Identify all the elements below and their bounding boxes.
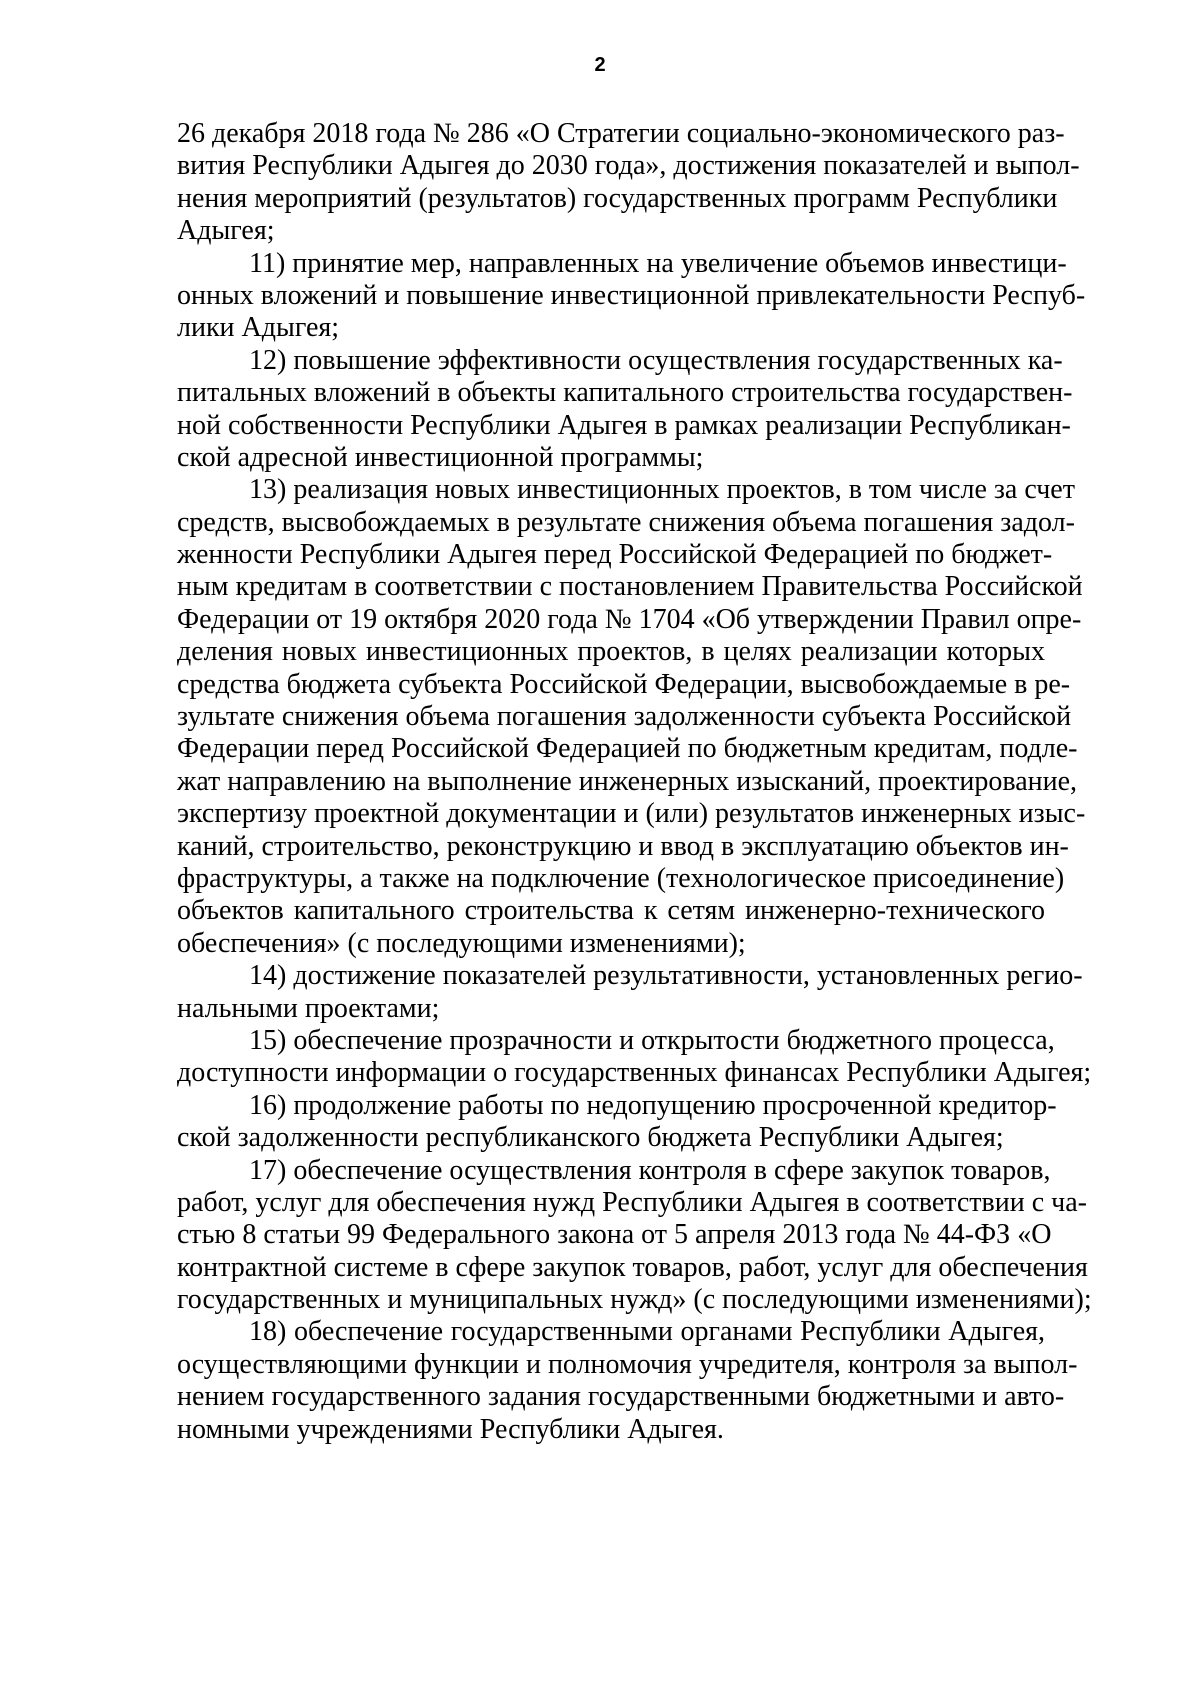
text-line: доступности информации о государственных финансах Республики Адыгея; bbox=[177, 1057, 1092, 1089]
text-line: фраструктуры, а также на подключение (технологическое присоединение) bbox=[177, 862, 1065, 894]
text-line: 17) обеспечение осуществления контроля в сфере закупок товаров, bbox=[249, 1154, 1051, 1186]
text-line: осуществляющими функции и полномочия учредителя, контроля за выпол- bbox=[177, 1348, 1078, 1380]
text-line: Адыгея; bbox=[177, 215, 275, 247]
text-line: женности Республики Адыгея перед Российской Федерацией по бюджет- bbox=[177, 539, 1053, 571]
text-line: нальными проектами; bbox=[177, 992, 440, 1024]
text-line: контрактной системе в сфере закупок товаров, работ, услуг для обеспечения bbox=[177, 1251, 1088, 1283]
paragraph-continuation bbox=[177, 118, 1080, 248]
text-line: онных вложений и повышение инвестиционной привлекательности Респуб- bbox=[177, 279, 1086, 311]
document-body bbox=[177, 118, 1092, 1446]
text-line: Федерации от 19 октября 2020 года № 1704 «Об утверждении Правил опре- bbox=[177, 603, 1082, 635]
text-line: 13) реализация новых инвестиционных проектов, в том числе за счет bbox=[249, 474, 1075, 506]
text-line: 15) обеспечение прозрачности и открытости бюджетного процесса, bbox=[249, 1024, 1055, 1056]
text-line: ской задолженности республиканского бюджета Республики Адыгея; bbox=[177, 1122, 1004, 1154]
text-line: 26 декабря 2018 года № 286 «О Стратегии социально-экономического раз- bbox=[177, 118, 1065, 149]
text-line: питальных вложений в объекты капитального строительства государствен- bbox=[177, 377, 1073, 409]
list-item-15 bbox=[177, 1024, 1092, 1090]
text-line: средств, высвобождаемых в результате снижения объема погашения задол- bbox=[177, 506, 1075, 538]
list-item-14 bbox=[177, 960, 1083, 1025]
text-line: ской адресной инвестиционной программы; bbox=[177, 441, 704, 473]
list-item-18 bbox=[177, 1316, 1078, 1446]
text-line: ным кредитам в соответствии с постановлением Правительства Российской bbox=[177, 571, 1083, 603]
text-line: средства бюджета субъекта Российской Федерации, высвобождаемые в ре- bbox=[177, 668, 1071, 700]
text-line: работ, услуг для обеспечения нужд Республики Адыгея в соответствии с ча- bbox=[177, 1186, 1087, 1218]
text-line: каний, строительство, реконструкцию и ввод в эксплуатацию объектов ин- bbox=[177, 830, 1069, 862]
page-number: 2 bbox=[594, 54, 606, 76]
text-line: зультате снижения объема погашения задолженности субъекта Российской bbox=[177, 701, 1072, 733]
text-line: 18) обеспечение государственными органами Республики Адыгея, bbox=[249, 1316, 1045, 1348]
text-line: стью 8 статьи 99 Федерального закона от 5 апреля 2013 года № 44-ФЗ «О bbox=[177, 1219, 1052, 1251]
text-line: нением государственного задания государственными бюджетными и авто- bbox=[177, 1381, 1065, 1413]
list-item-16 bbox=[177, 1089, 1057, 1155]
text-line: Федерации перед Российской Федерацией по бюджетным кредитам, подле- bbox=[177, 733, 1078, 765]
text-line: жат направлению на выполнение инженерных изысканий, проектирование, bbox=[177, 765, 1078, 797]
text-line: объектов капитального строительства к сетям инженерно-технического bbox=[177, 895, 1045, 927]
list-item-11 bbox=[177, 247, 1086, 345]
text-line: экспертизу проектной документации и (или) результатов инженерных изыс- bbox=[177, 798, 1086, 830]
text-line: обеспечения» (с последующими изменениями); bbox=[177, 927, 746, 959]
text-line: деления новых инвестиционных проектов, в целях реализации которых bbox=[177, 636, 1045, 668]
text-line: нения мероприятий (результатов) государственных программ Республики bbox=[177, 182, 1058, 214]
text-line: вития Республики Адыгея до 2030 года», достижения показателей и выпол- bbox=[177, 150, 1080, 182]
text-line: 11) принятие мер, направленных на увеличение объемов инвестици- bbox=[249, 247, 1067, 279]
text-line: государственных и муниципальных нужд» (с последующими изменениями); bbox=[177, 1284, 1092, 1316]
list-item-12 bbox=[177, 344, 1073, 475]
list-item-13 bbox=[177, 474, 1086, 960]
text-line: ной собственности Республики Адыгея в рамках реализации Республикан- bbox=[177, 409, 1071, 441]
text-line: 16) продолжение работы по недопущению просроченной кредитор- bbox=[249, 1089, 1057, 1121]
text-line: лики Адыгея; bbox=[177, 312, 340, 344]
text-line: номными учреждениями Республики Адыгея. bbox=[177, 1413, 724, 1445]
list-item-17 bbox=[177, 1154, 1092, 1317]
text-line: 14) достижение показателей результативности, установленных регио- bbox=[249, 960, 1083, 992]
text-line: 12) повышение эффективности осуществления государственных ка- bbox=[249, 344, 1063, 376]
